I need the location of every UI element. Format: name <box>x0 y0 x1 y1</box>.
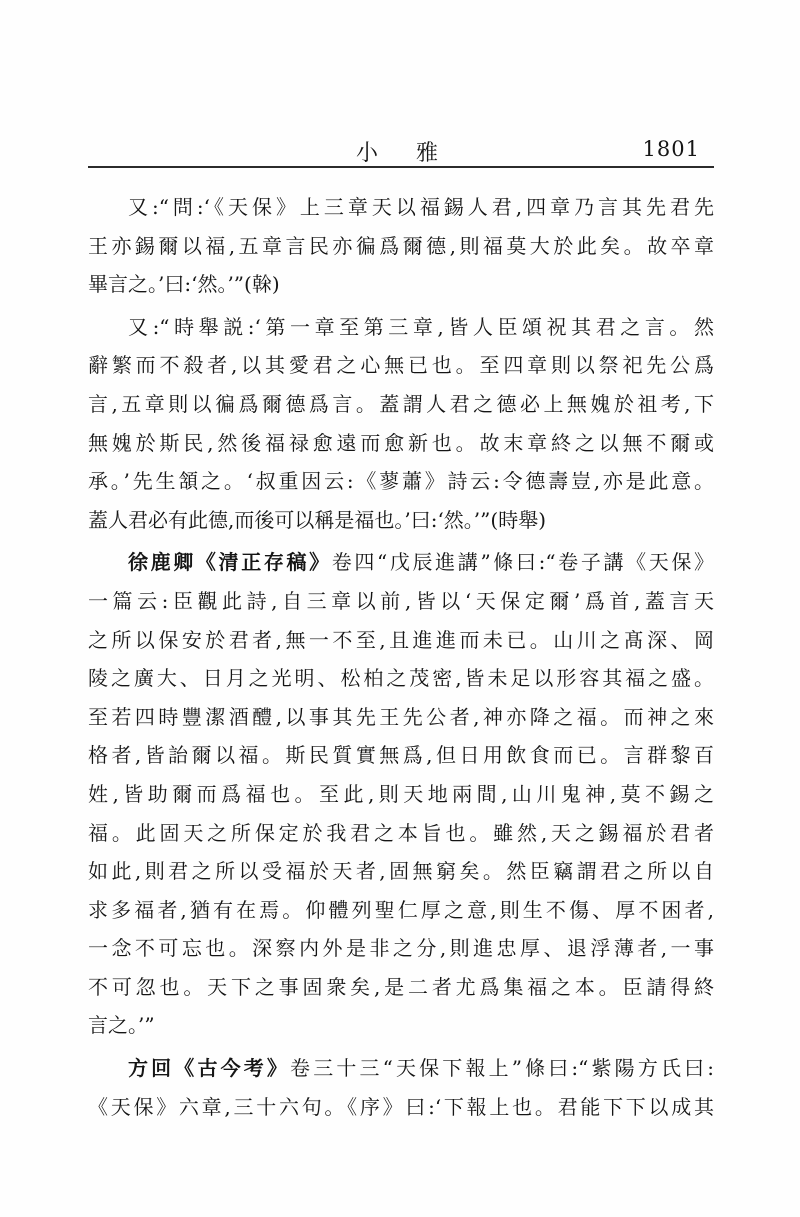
section-title: 小 雅 <box>355 141 447 166</box>
text-run: 卷四“戊辰進講”條曰:“卷子講《天保》 <box>331 550 714 575</box>
text-line <box>88 814 714 853</box>
text-run: 承。’先生頷之。‘叔重因云:《蓼蕭》詩云:令德壽豈,亦是此意。 <box>88 469 714 494</box>
text-line <box>88 852 714 891</box>
text-line <box>88 1088 714 1127</box>
text-run: 言,五章則以徧爲爾德爲言。蓋謂人君之德必上無媿於祖考,下 <box>88 391 714 416</box>
text-run: 格者,皆詒爾以福。斯民質實無爲,但日用飲食而已。言群黎百 <box>88 743 714 768</box>
text-line <box>88 891 714 930</box>
text-run: 不可忽也。天下之事固衆矣,是二者尤爲集福之本。臣請得終 <box>88 974 714 999</box>
text-line <box>88 227 714 266</box>
text-body <box>88 188 714 1126</box>
text-line <box>88 501 714 540</box>
text-run: 求多福者,猶有在焉。仰體列聖仁厚之意,則生不傷、厚不困者, <box>88 897 714 922</box>
paragraph <box>88 1049 714 1126</box>
paragraph <box>88 308 714 540</box>
text-run: 之所以保安於君者,無一不至,且進進而未已。山川之髙深、岡 <box>88 627 714 652</box>
text-line <box>88 659 714 698</box>
text-line <box>88 929 714 968</box>
text-line <box>88 462 714 501</box>
text-run: 《天保》六章,三十六句。《序》曰:‘下報上也。君能下下以成其 <box>88 1094 714 1119</box>
paragraph <box>88 188 714 304</box>
page-header <box>88 136 714 166</box>
author-work-title: 徐鹿卿《清正存稿》 <box>128 550 332 575</box>
text-line <box>88 621 714 660</box>
text-run: 畢言之。’曰:‘然。’”(榦) <box>88 272 280 297</box>
text-run: 又:“時舉説:‘第一章至第三章,皆人臣頌祝其君之言。然 <box>128 314 714 339</box>
text-line <box>88 308 714 347</box>
text-line <box>88 582 714 621</box>
text-line <box>88 968 714 1007</box>
text-line <box>88 775 714 814</box>
paragraph <box>88 543 714 1045</box>
page-number: 1801 <box>642 137 700 161</box>
text-run: 一念不可忘也。深察内外是非之分,則進忠厚、退浮薄者,一事 <box>88 936 714 961</box>
text-line <box>88 385 714 424</box>
header-rule <box>88 166 714 168</box>
text-run: 陵之廣大、日月之光明、松柏之茂密,皆未足以形容其福之盛。 <box>88 666 714 691</box>
text-run: 福。此固天之所保定於我君之本旨也。雖然,天之錫福於君者 <box>88 820 714 845</box>
text-line <box>88 265 714 304</box>
text-run: 無媿於斯民,然後福禄愈遠而愈新也。故末章終之以無不爾或 <box>88 430 714 455</box>
text-line <box>88 1049 714 1088</box>
text-line <box>88 543 714 582</box>
text-run: 又:“問:‘《天保》上三章天以福錫人君,四章乃言其先君先 <box>128 195 714 219</box>
text-run: 至若四時豐潔酒醴,以事其先王先公者,神亦降之福。而神之來 <box>88 704 714 729</box>
text-line <box>88 698 714 737</box>
text-run: 辭繁而不殺者,以其愛君之心無已也。至四章則以祭祀先公爲 <box>88 353 714 378</box>
text-run: 王亦錫爾以福,五章言民亦徧爲爾德,則福莫大於此矣。故卒章 <box>88 233 714 258</box>
text-run: 如此,則君之所以受福於天者,固無窮矣。然臣竊謂君之所以自 <box>88 859 714 884</box>
text-line <box>88 736 714 775</box>
text-run: 姓,皆助爾而爲福也。至此,則天地兩間,山川鬼神,莫不錫之 <box>88 781 714 806</box>
text-line <box>88 424 714 463</box>
text-line <box>88 188 714 227</box>
text-run: 一篇云:臣觀此詩,自三章以前,皆以‘天保定爾’爲首,蓋言天 <box>88 588 714 613</box>
text-run: 言之。’” <box>88 1013 155 1038</box>
text-line <box>88 1006 714 1045</box>
text-line <box>88 346 714 385</box>
text-run: 卷三十三“天保下報上”條曰:“紫陽方氏曰: <box>290 1056 714 1081</box>
text-run: 蓋人君必有此德,而後可以稱是福也。’曰:‘然。’”(時舉) <box>88 507 546 532</box>
author-work-title: 方回《古今考》 <box>128 1056 291 1081</box>
